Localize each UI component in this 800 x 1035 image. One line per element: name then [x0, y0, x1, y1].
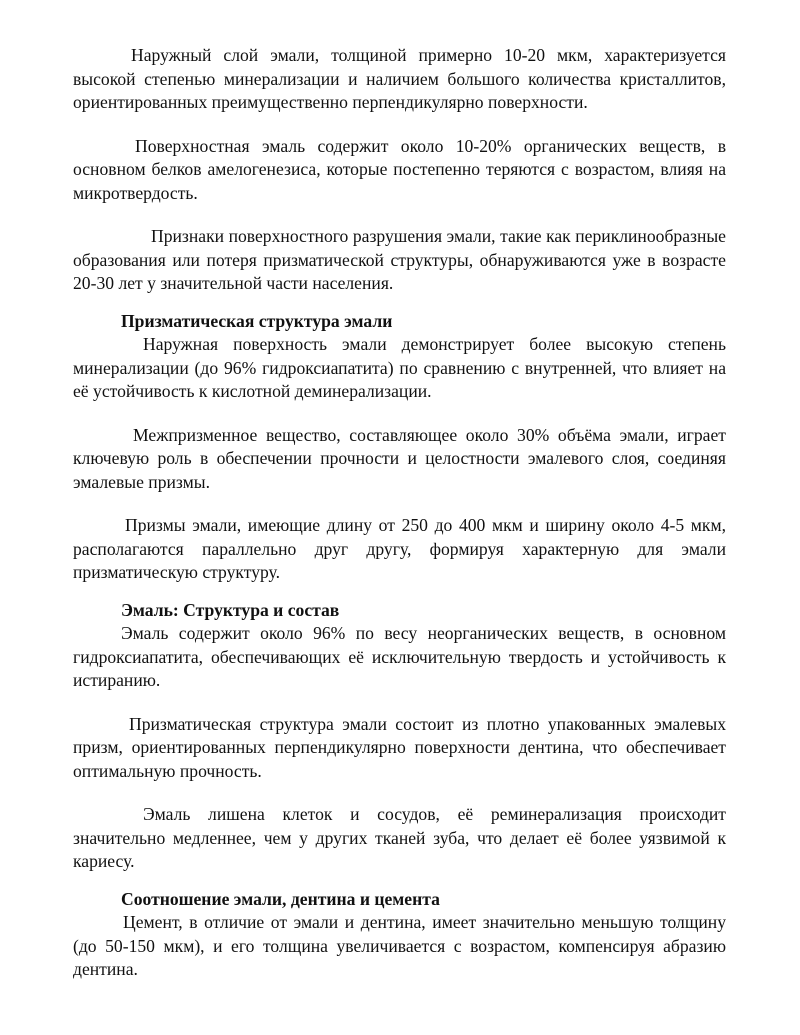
heading-enamel-structure-composition: Эмаль: Структура и состав — [121, 599, 340, 620]
paragraph-outer-surface-mineralization: Наружная поверхность эмали демонстрирует более высокую степень минерализации (до 96% гидроксиапатита) по сравнению с внутренней, что влияет на её устойчивость к кислотной деминерализации. — [73, 334, 726, 401]
heading-enamel-dentin-cement: Соотношение эмали, дентина и цемента — [121, 888, 440, 909]
paragraph-cement-thickness: Цемент, в отличие от эмали и дентина, имеет значительно меньшую толщину (до 50-150 мкм), и его толщина увеличивается с возрастом, компенсируя абразию дентина. — [73, 912, 726, 979]
paragraph-interprismatic-substance: Межпризменное вещество, составляющее около 30% объёма эмали, играет ключевую роль в обеспечении прочности и целостности эмалевого слоя, соединяя эмалевые призмы. — [73, 424, 726, 492]
paragraph-outer-enamel-layer: Наружный слой эмали, толщиной примерно 10-20 мкм, характеризуется высокой степенью минерализации и наличием большого количества кристаллитов, ориентированных преимущественно перпендикулярно поверхности. — [73, 45, 726, 112]
paragraph-prismatic-packing: Призматическая структура эмали состоит из плотно упакованных эмалевых призм, ориентированных перпендикулярно поверхности дентина, что обеспечивает оптимальную прочность. — [73, 713, 726, 781]
paragraph-enamel-inorganic-content: Эмаль содержит около 96% по весу неорганических веществ, в основном гидроксиапатита, обеспечивающих её исключительную твердость и устойчивость к истиранию. — [73, 623, 726, 690]
paragraph-surface-destruction-signs: Признаки поверхностного разрушения эмали, такие как периклинообразные образования или потеря призматической структуры, обнаруживаются уже в возрасте 20-30 лет у значительной части населения. — [73, 226, 726, 293]
heading-prismatic-structure: Призматическая структура эмали — [121, 310, 393, 331]
paragraph-enamel-remineralization: Эмаль лишена клеток и сосудов, её реминерализация происходит значительно медленнее, чем у других тканей зуба, что делает её более уязвимой к кариесу. — [73, 804, 726, 871]
document-page — [73, 44, 726, 1002]
paragraph-enamel-prisms: Призмы эмали, имеющие длину от 250 до 400 мкм и ширину около 4-5 мкм, располагаются параллельно друг другу, формируя характерную для эмали призматическую структуру. — [73, 515, 726, 582]
paragraph-surface-enamel-organics: Поверхностная эмаль содержит около 10-20% органических веществ, в основном белков амелогенезиса, которые постепенно теряются с возрастом, влияя на микротвердость. — [73, 135, 726, 203]
